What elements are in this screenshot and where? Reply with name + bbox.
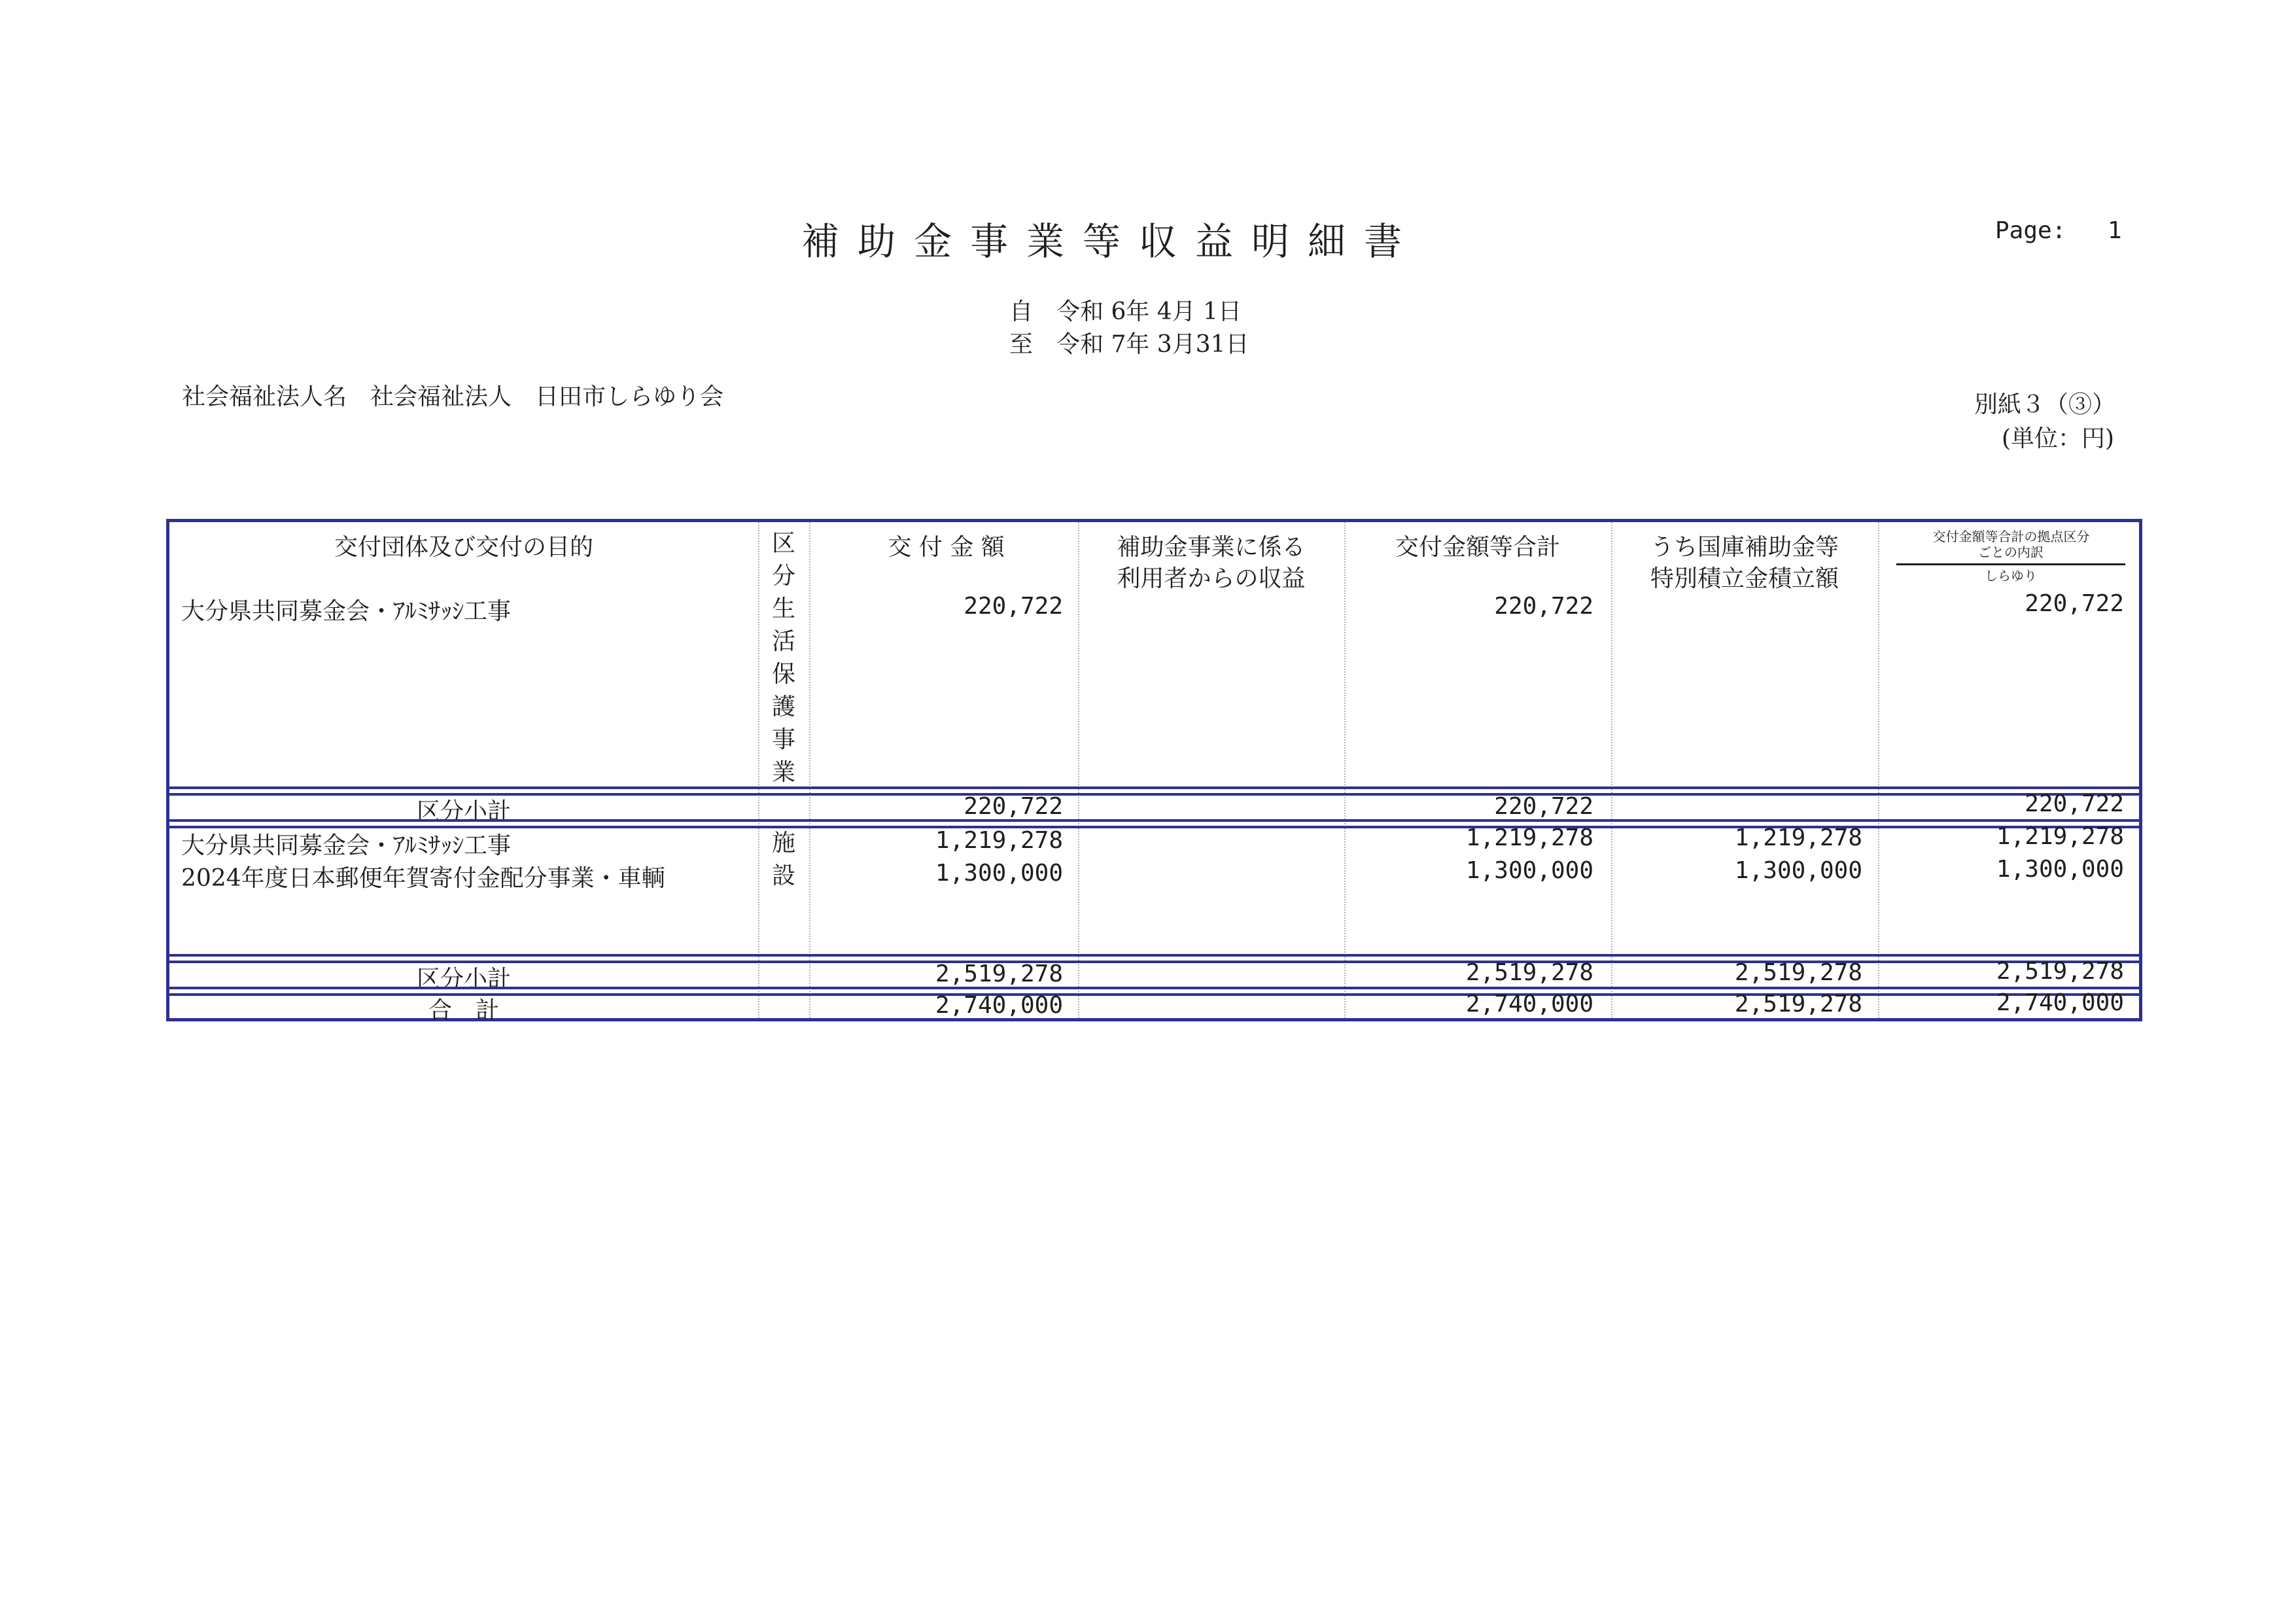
section2-subtotal-reserve: 2,519,278 <box>1734 959 1862 986</box>
column-divider <box>1344 522 1346 1018</box>
column-divider <box>1878 522 1879 1018</box>
section2-row2-total: 1,300,000 <box>1465 857 1593 884</box>
period-to: 至 令和 7年 3月31日 <box>1009 331 1249 358</box>
period-from: 自 令和 6年 4月 1日 <box>1009 298 1242 325</box>
section1-row1-breakdown: 220,722 <box>2025 590 2124 617</box>
column-divider <box>809 522 810 1018</box>
page-number: 1 <box>2108 217 2122 244</box>
corporation-name: 社会福祉法人名 社会福祉法人 日田市しらゆり会 <box>182 383 724 410</box>
section2-row1-grantor: 大分県共同募金会・ｱﾙﾐｻｯｼ工事 <box>181 832 512 859</box>
grand-total-reserve: 2,519,278 <box>1734 991 1862 1017</box>
section2-division: 施設 <box>771 830 795 889</box>
section1-row1-total: 220,722 <box>1494 593 1593 620</box>
header-breakdown-1: 交付金額等合計の拠点区分 <box>1932 529 2090 544</box>
column-divider <box>1611 522 1612 1018</box>
header-user-income-2: 利用者からの収益 <box>1117 565 1306 592</box>
header-grantor: 交付団体及び交付の目的 <box>334 534 593 561</box>
header-reserve-1: うち国庫補助金等 <box>1650 534 1839 561</box>
grand-total-breakdown: 2,740,000 <box>1996 989 2124 1016</box>
section1-subtotal-breakdown: 220,722 <box>2025 790 2124 817</box>
column-divider <box>758 522 759 1018</box>
section2-row2-grantor: 2024年度日本郵便年賀寄付金配分事業・車輌 <box>181 865 665 892</box>
page-label: Page: <box>1995 217 2066 244</box>
header-amount: 交 付 金 額 <box>888 534 1005 561</box>
section2-row2-amount: 1,300,000 <box>935 860 1063 887</box>
section2-subtotal-amount: 2,519,278 <box>935 961 1063 987</box>
grand-total-amount: 2,740,000 <box>935 992 1063 1019</box>
form-number: 別紙３（③） <box>1974 391 2116 418</box>
section2-row1-reserve: 1,219,278 <box>1734 824 1862 851</box>
column-divider <box>1078 522 1079 1018</box>
section1-subtotal-total: 220,722 <box>1494 793 1593 820</box>
header-division: 区分 <box>771 530 795 590</box>
page-title: 補助金事業等収益明細書 <box>801 219 1421 264</box>
section2-subtotal-breakdown: 2,519,278 <box>1996 958 2124 985</box>
section2-subtotal-total: 2,519,278 <box>1465 959 1593 986</box>
grand-total-label: 合 計 <box>428 997 499 1024</box>
section1-row1-grantor: 大分県共同募金会・ｱﾙﾐｻｯｼ工事 <box>181 598 512 625</box>
section2-row1-breakdown: 1,219,278 <box>1996 823 2124 850</box>
unit-label: (単位：円) <box>2002 425 2115 452</box>
section2-row1-total: 1,219,278 <box>1465 824 1593 851</box>
section2-subtotal-label: 区分小計 <box>416 966 511 993</box>
section2-row2-breakdown: 1,300,000 <box>1996 856 2124 883</box>
grand-total-total: 2,740,000 <box>1465 991 1593 1017</box>
header-user-income-1: 補助金事業に係る <box>1117 534 1306 561</box>
header-total: 交付金額等合計 <box>1395 534 1560 561</box>
section2-row2-reserve: 1,300,000 <box>1734 857 1862 884</box>
section1-division: 生活保護事業 <box>771 595 795 786</box>
section1-subtotal-label: 区分小計 <box>416 798 511 825</box>
header-breakdown-sub: しらゆり <box>1985 568 2037 584</box>
grant-income-table <box>166 519 2142 1024</box>
section2-row1-amount: 1,219,278 <box>935 827 1063 854</box>
header-reserve-2: 特別積立金積立額 <box>1650 565 1839 592</box>
header-breakdown-2: ごとの内訳 <box>1896 542 2125 565</box>
section1-row1-amount: 220,722 <box>964 593 1063 620</box>
section1-subtotal-amount: 220,722 <box>964 793 1063 820</box>
